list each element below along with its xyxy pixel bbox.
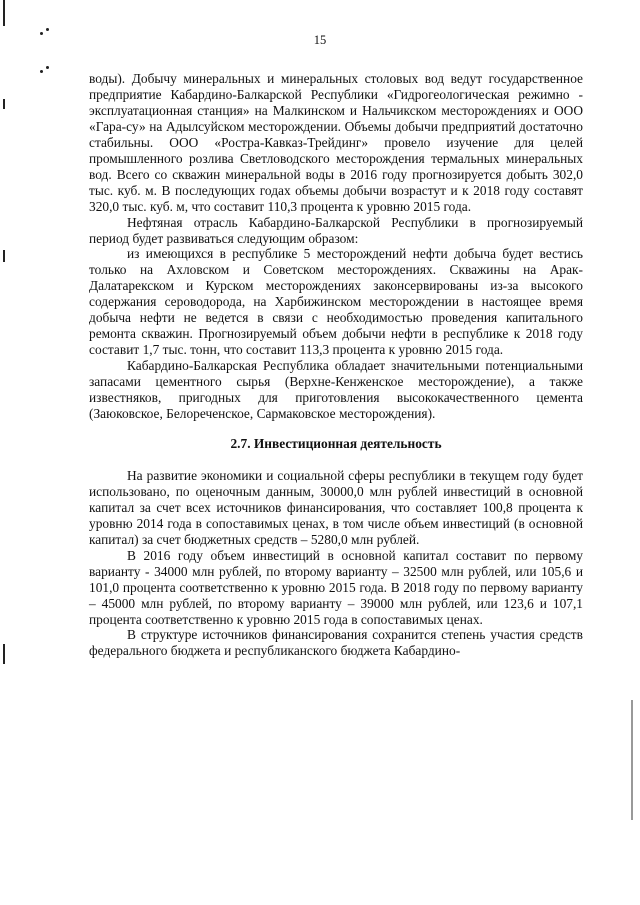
scan-mark [3, 250, 5, 262]
paragraph: из имеющихся в республике 5 месторождений нефти добыча будет вестись только на Ахловском и Советском месторождениях. Скважины на Арак-Далатарекском и Курском месторождениях законсервированы из-за высокого содержания сероводорода, на Харбижинском месторождении в настоящее время добыча нефти не ведется в связи с необходимостью проведения капитального ремонта скважин. Прогнозируемый объем добычи нефти в республике к 2018 году составит 1,7 тыс. тонн, что составит 113,3 процента к уровню 2015 года. [89, 246, 583, 358]
body-text [89, 71, 583, 659]
page-number: 15 [313, 33, 327, 47]
scan-dot [40, 70, 43, 73]
scan-mark [631, 700, 633, 820]
scan-dot [46, 28, 49, 31]
paragraph: В 2016 году объем инвестиций в основной капитал составит по первому варианту - 34000 млн рублей, по второму варианту – 32500 млн рублей, или 105,6 и 101,0 процента соответственно к уровню 2015 года. В 2018 году по первому варианту – 45000 млн рублей, по второму варианту – 39000 млн рублей, или 123,6 и 107,1 процента соответственно к уровню 2015 года в сопоставимых ценах. [89, 547, 583, 627]
paragraph: В структуре источников финансирования сохранится степень участия средств федерального бюджета и республиканского бюджета Кабардино- [89, 627, 583, 659]
scan-mark [3, 644, 5, 664]
paragraph: Кабардино-Балкарская Республика обладает значительными потенциальными запасами цементного сырья (Верхне-Кенженское месторождение), а также известняков, пригодных для приготовления высококачественного цемента (Заюковское, Белореченское, Сармаковское месторождения). [89, 358, 583, 422]
paragraph: Нефтяная отрасль Кабардино-Балкарской Республики в прогнозируемый период будет развиваться следующим образом: [89, 214, 583, 246]
scan-dot [46, 66, 49, 69]
section-heading: 2.7. Инвестиционная деятельность [230, 435, 442, 451]
scan-mark [3, 0, 5, 26]
paragraph: На развитие экономики и социальной сферы республики в текущем году будет использовано, по оценочным данным, 30000,0 млн рублей инвестиций в основной капитал за счет всех источников финансирования, что составляет 100,8 процента к уровню 2014 года в сопоставимых ценах, в том числе объем инвестиций (в основной капитал) за счет бюджетных средств – 5280,0 млн рублей. [89, 467, 583, 547]
scan-mark [3, 99, 5, 109]
paragraph: воды). Добычу минеральных и минеральных столовых вод ведут государственное предприятие Кабардино-Балкарской Республики «Гидрогеологическая режимно - эксплуатационная станция» на Малкинском и Нальчикском месторождениях и ООО «Гара-су» на Адылсуйском месторождении. Объемы добычи предприятий достаточно стабильны. ООО «Ростра-Кавказ-Трейдинг» провело изучение для целей промышленного розлива Светловодского месторождения термальных минеральных вод. Всего со скважин минеральной воды в 2016 году прогнозируется добыть 302,0 тыс. куб. м. В последующих годах объемы добычи возрастут и к 2018 году составят 320,0 тыс. куб. м, что составит 110,3 процента к уровню 2015 года. [89, 71, 583, 214]
